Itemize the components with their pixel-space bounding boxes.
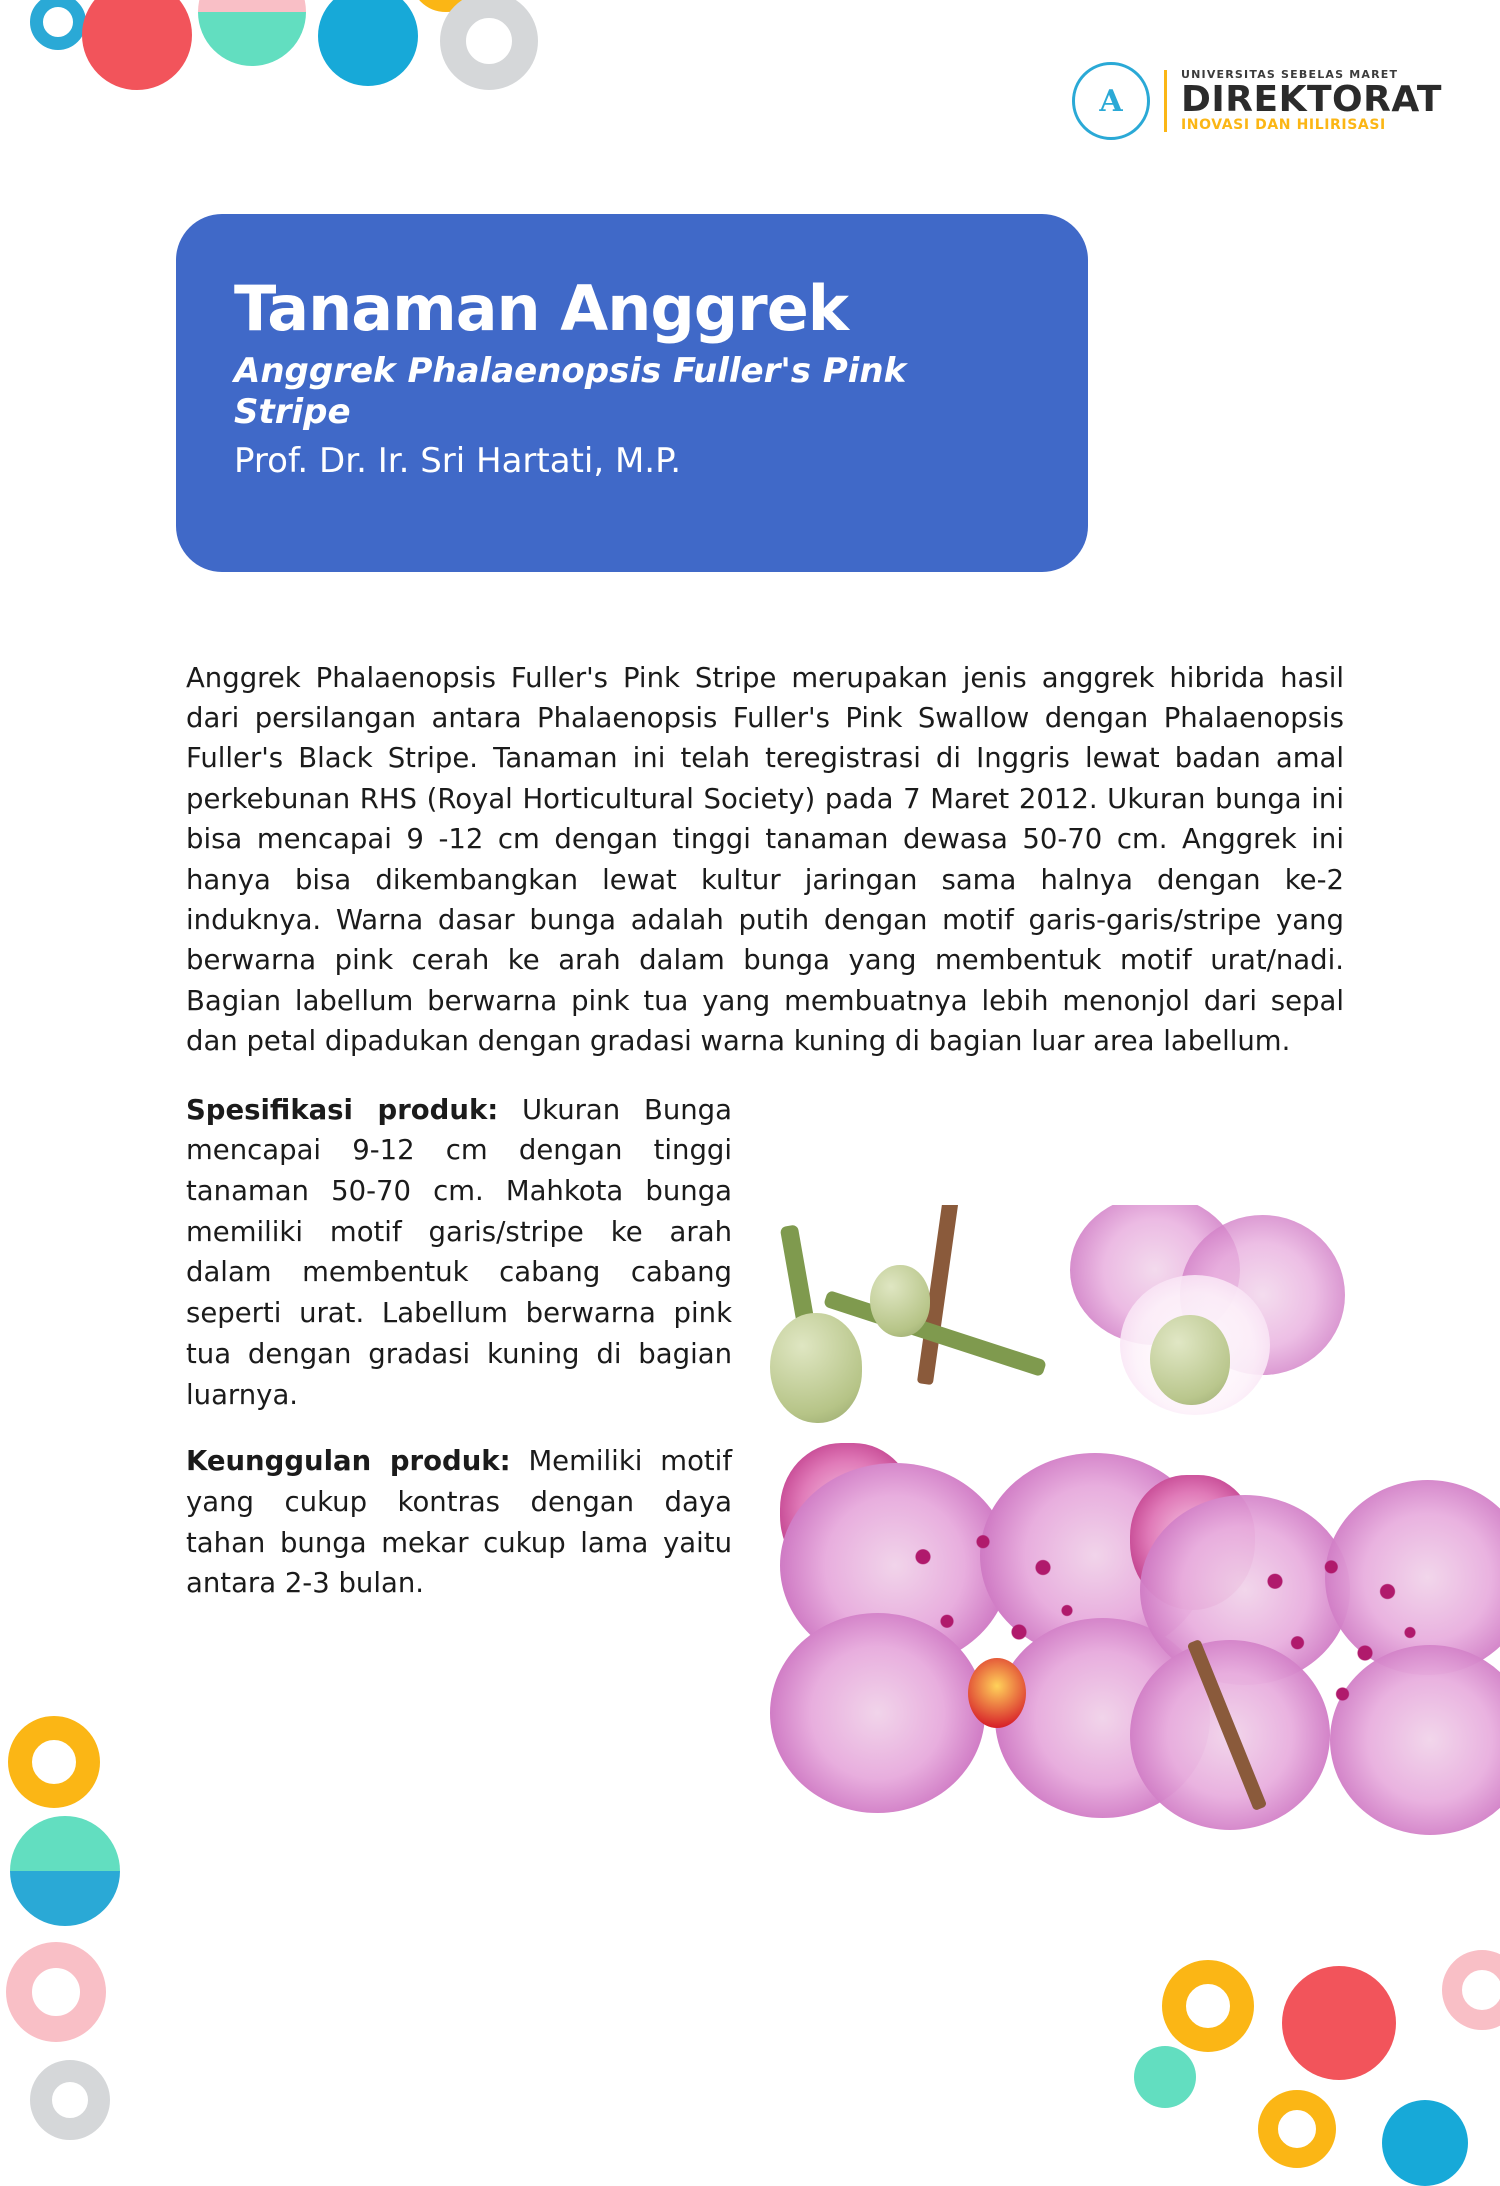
advantage-paragraph [186,1441,732,1604]
logo-text-block [1181,69,1442,133]
decor-ring-gray-left [30,2060,110,2140]
decor-ring-yellow-left [8,1716,100,1808]
decor-circle-red [82,0,192,90]
page-subtitle: Anggrek Phalaenopsis Fuller's Pink Stripe [234,351,907,432]
logo-divider [1164,70,1167,132]
decor-ring-pink-bottom [1442,1950,1500,2030]
advantage-text: Memiliki motif yang cukup kontras dengan daya tahan bunga mekar cukup lama yaitu antara 2-3 bulan. [186,1445,732,1600]
logo-subtitle-line: INOVASI DAN HILIRISASI [1181,117,1386,134]
decor-ring-yellow-bottom-2 [1258,2090,1336,2168]
decor-circle-cyan-bottom [1382,2100,1468,2186]
decor-ring-gray [440,0,538,90]
decor-circle-cyan [318,0,418,86]
spec-text: Ukuran Bunga mencapai 9-12 cm dengan tinggi tanaman 50-70 cm. Mahkota bunga memiliki motif garis/stripe ke arah dalam membentuk cabang cabang seperti urat. Labellum berwarna pink tua dengan gradasi kuning di bagian luarnya. [186,1093,732,1411]
spec-paragraph [186,1090,732,1416]
uns-seal-icon [1072,62,1150,140]
page-title: Tanaman Anggrek [234,272,849,345]
decor-halfcircle-pink [198,0,306,12]
left-text-column [186,1090,732,1604]
lower-columns [186,1090,1344,1604]
article-content [186,630,1344,1604]
decor-ring-pink-left [6,1942,106,2042]
decor-halfcircle-mint-left [10,1816,120,1871]
advantage-label: Keunggulan produk: [186,1445,511,1478]
decor-circle-mint-bottom [1134,2046,1196,2108]
decor-ring-cyan-small [30,0,86,50]
decor-halfcircle-cyan-left [10,1871,120,1926]
decor-circle-red-bottom [1282,1966,1396,2080]
spec-label: Spesifikasi produk: [186,1093,499,1126]
uns-seal-glyph: A [1099,83,1123,119]
author-name: Prof. Dr. Ir. Sri Hartati, M.P. [234,440,682,481]
logo-directorate-line: DIREKTORAT [1181,78,1442,120]
orchid-column [968,1658,1026,1728]
title-card [176,214,1088,572]
decor-ring-yellow-bottom [1162,1960,1254,2052]
intro-paragraph: Anggrek Phalaenopsis Fuller's Pink Stripe merupakan jenis anggrek hibrida hasil dari persilangan antara Phalaenopsis Fuller's Pink Swallow dengan Phalaenopsis Fuller's Black Stripe. Tanaman ini telah teregistrasi di Inggris lewat badan amal perkebunan RHS (Royal Horticultural Society) pada 7 Maret 2012. Ukuran bunga ini bisa mencapai 9 -12 cm dengan tinggi tanaman dewasa 50-70 cm. Anggrek ini hanya bisa dikembangkan lewat kultur jaringan sama halnya dengan ke-2 induknya. Warna dasar bunga adalah putih dengan motif garis-garis/stripe yang berwarna pink cerah ke arah dalam bunga yang membentuk motif urat/nadi. Bagian labellum berwarna pink tua yang membuatnya lebih menonjol dari sepal dan petal dipadukan dengan gradasi warna kuning di bagian luar area labellum. [186,661,1344,1058]
logo-university-line: UNIVERSITAS SEBELAS MARET [1181,67,1399,81]
brand-logo [1072,62,1442,140]
decor-halfcircle-mint [198,12,306,66]
